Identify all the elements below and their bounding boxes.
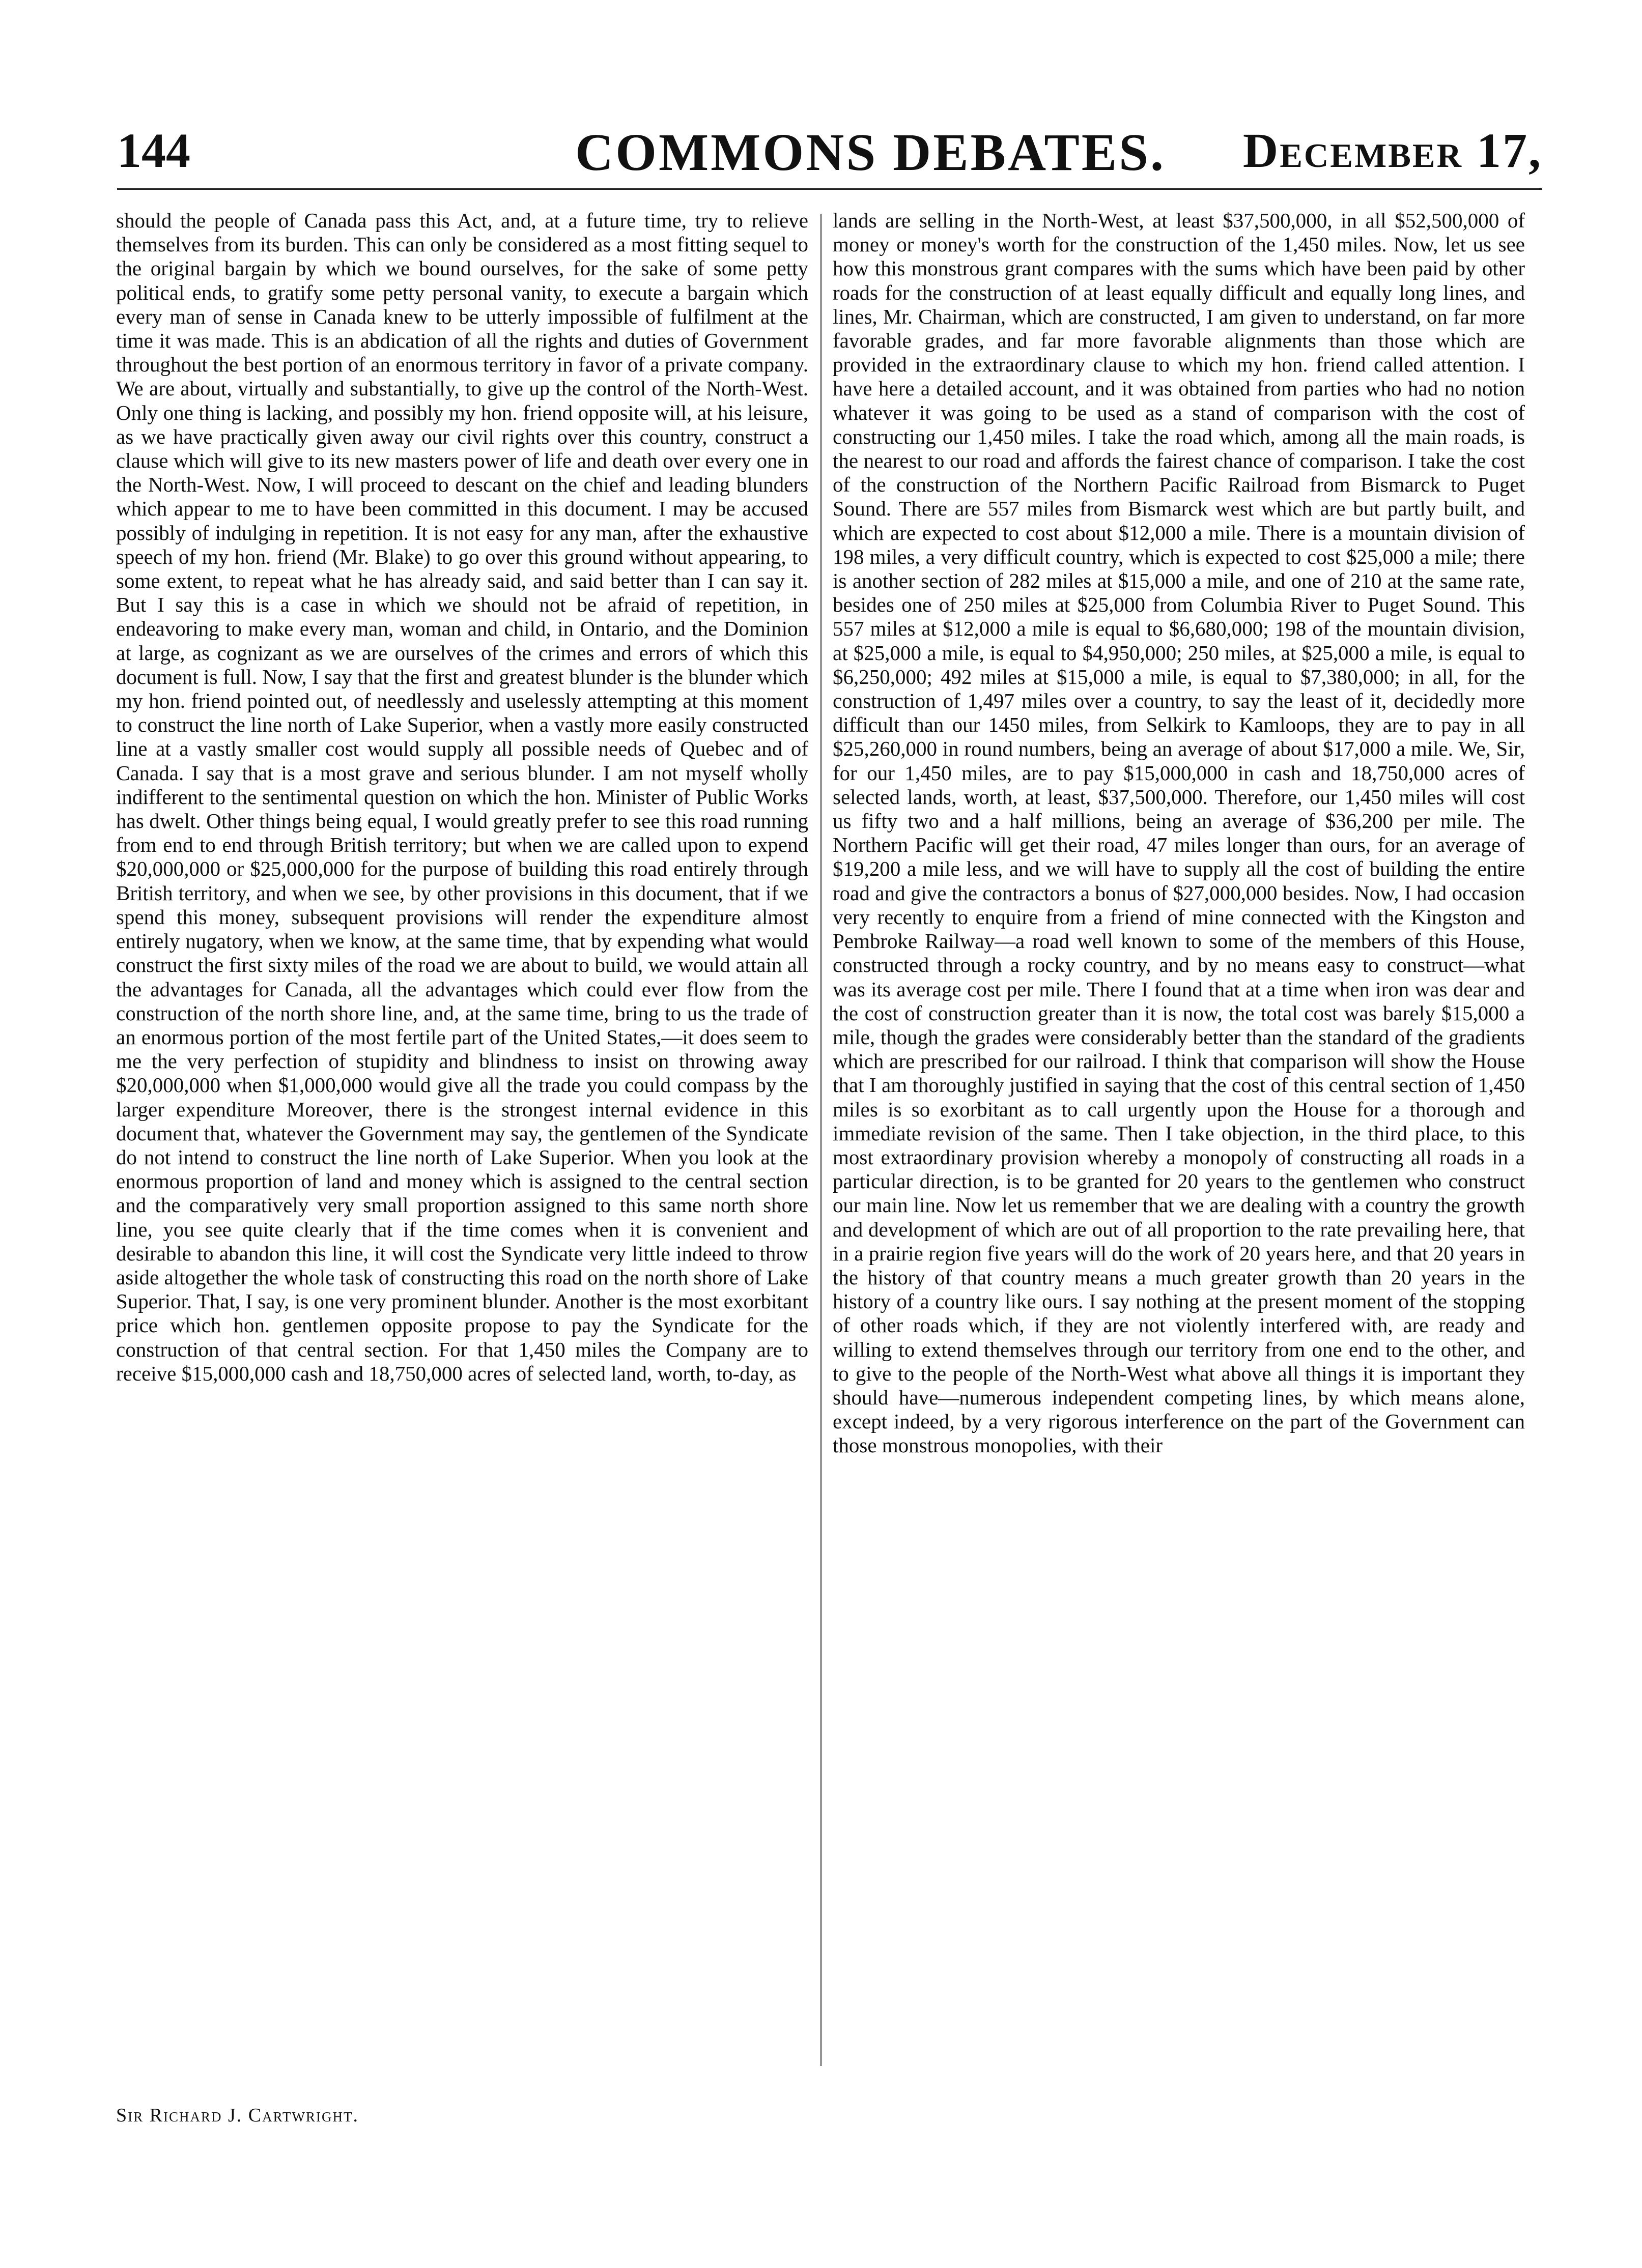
page-date: December 17, <box>1242 123 1542 178</box>
left-column <box>116 209 808 2081</box>
page-header <box>117 107 1542 183</box>
speaker-attribution: Sir Richard J. Cartwright. <box>116 2105 359 2126</box>
right-column-text: lands are selling in the North-West, at least $37,500,000, in all $52,500,000 of money or money's worth for the construction of the 1,450 miles. Now, let us see how this monstrous grant compares with the sums which have been paid by other roads for the construction of at least equally difficult and equally long lines, and lines, Mr. Chairman, which are constructed, I am given to understand, on far more favorable grades, and far more favorable alignments than those which are provided in the extraordinary clause to which my hon. friend called attention. I have here a detailed account, and it was obtained from parties who had no notion whatever it was going to be used as a stand of comparison with the cost of constructing our 1,450 miles. I take the road which, among all the main roads, is the nearest to our road and affords the fairest chance of comparison. I take the cost of the construction of the Northern Pacific Railroad from Bismarck to Puget Sound. There are 557 miles from Bismarck west which are but partly built, and which are expected to cost about $12,000 a mile. There is a mountain division of 198 miles, a very difficult country, which is expected to cost $25,000 a mile; there is another section of 282 miles at $15,000 a mile, and one of 210 at the same rate, besides one of 250 miles at $25,000 from Columbia River to Puget Sound. This 557 miles at $12,000 a mile is equal to $6,680,000; 198 of the mountain division, at $25,000 a mile, is equal to $4,950,000; 250 miles, at $25,000 a mile, is equal to $6,250,000; 492 miles at $15,000 a mile, is equal to $7,380,000; in all, for the construction of 1,497 miles over a country, to say the least of it, decidedly more difficult than our 1450 miles, from Selkirk to Kamloops, they are to pay in all $25,260,000 in round numbers, being an average of about $17,000 a mile. We, Sir, for our 1,450 miles, are to pay $15,000,000 in cash and 18,750,000 acres of selected lands, worth, at least, $37,500,000. Therefore, our 1,450 miles will cost us fifty two and a half millions, being an average of $36,200 per mile. The Northern Pacific will get their road, 47 miles longer than ours, for an average of $19,200 a mile less, and we will have to supply all the cost of building the entire road and give the contractors a bonus of $27,000,000 besides. Now, I had occasion very recently to enquire from a friend of mine connected with the Kingston and Pembroke Railway—a road well known to some of the members of this House, constructed through a rocky country, and by no means easy to construct—what was its average cost per mile. There I found that at a time when iron was dear and the cost of construction greater than it is now, the total cost was barely $15,000 a mile, though the grades were considerably better than the standard of the gradients which are prescribed for our railroad. I think that comparison will show the House that I am thoroughly justified in saying that the cost of this central section of 1,450 miles is so exorbitant as to call urgently upon the House for a thorough and immediate revision of the same. Then I take objection, in the third place, to this most extraordinary provision whereby a monopoly of constructing all roads in a particular direction, is to be granted for 20 years to the gentlemen who construct our main line. Now let us remember that we are dealing with a country the growth and development of which are out of all proportion to the rate prevailing here, that in a prairie region five years will do the work of 20 years here, and that 20 years in the history of that country means a much greater growth than 20 years in the history of a country like ours. I say nothing at the present moment of the stopping of other roads which, if they are not violently interfered with, are ready and willing to extend themselves through our territory from one end to the other, and to give to the people of the North-West what above all things it is important they should have—numerous independent competing lines, by which means alone, except indeed, by a very rigorous interference on the part of the Government can those monstrous monopolies, with their <box>833 209 1525 1457</box>
journal-title: COMMONS DEBATES. <box>575 123 1166 182</box>
header-rule <box>117 188 1542 190</box>
right-column <box>833 209 1525 2081</box>
left-column-text: should the people of Canada pass this Act, and, at a future time, try to relieve themselves from its burden. This can only be considered as a most fitting sequel to the original bargain by which we bound ourselves, for the sake of some petty political ends, to gratify some petty personal vanity, to execute a bargain which every man of sense in Canada knew to be utterly impossible of fulfilment at the time it was made. This is an abdication of all the rights and duties of Government throughout the best portion of an enormous territory in favor of a private company. We are about, virtually and substantially, to give up the control of the North-West. Only one thing is lacking, and possibly my hon. friend opposite will, at his leisure, as we have practically given away our civil rights over this country, construct a clause which will give to its new masters power of life and death over every one in the North-West. Now, I will proceed to descant on the chief and leading blunders which appear to me to have been committed in this document. I may be accused possibly of indulging in repetition. It is not easy for any man, after the exhaustive speech of my hon. friend (Mr. Blake) to go over this ground without appearing, to some extent, to repeat what he has already said, and said better than I can say it. But I say this is a case in which we should not be afraid of repetition, in endeavoring to make every man, woman and child, in Ontario, and the Dominion at large, as cognizant as we are ourselves of the crimes and errors of which this document is full. Now, I say that the first and greatest blunder is the blunder which my hon. friend pointed out, of needlessly and uselessly attempting at this moment to construct the line north of Lake Superior, when a vastly more easily constructed line at a vastly smaller cost would supply all possible needs of Quebec and of Canada. I say that is a most grave and serious blunder. I am not myself wholly indifferent to the sentimental question on which the hon. Minister of Public Works has dwelt. Other things being equal, I would greatly prefer to see this road running from end to end through British territory; but when we are called upon to expend $20,000,000 or $25,000,000 for the purpose of building this road entirely through British territory, and when we see, by other provisions in this document, that if we spend this money, subsequent provisions will render the expenditure almost entirely nugatory, when we know, at the same time, that by expending what would construct the first sixty miles of the road we are about to build, we would attain all the advantages for Canada, all the advantages which could ever flow from the construction of the north shore line, and, at the same time, bring to us the trade of an enormous portion of the most fertile part of the United States,—it does seem to me the very perfection of stupidity and blindness to insist on throwing away $20,000,000 when $1,000,000 would give all the trade you could compass by the larger expenditure Moreover, there is the strongest internal evidence in this document that, whatever the Government may say, the gentlemen of the Syndicate do not intend to construct the line north of Lake Superior. When you look at the enormous proportion of land and money which is assigned to the central section and the comparatively very small proportion assigned to this same north shore line, you see quite clearly that if the time comes when it is convenient and desirable to abandon this line, it will cost the Syndicate very little indeed to throw aside altogether the whole task of constructing this road on the north shore of Lake Superior. That, I say, is one very prominent blunder. Another is the most exorbitant price which hon. gentlemen opposite propose to pay the Syndicate for the construction of that central section. For that 1,450 miles the Company are to receive $15,000,000 cash and 18,750,000 acres of selected land, worth, to-day, as <box>116 209 808 1385</box>
column-divider <box>820 214 822 2066</box>
page-number: 144 <box>117 123 190 178</box>
